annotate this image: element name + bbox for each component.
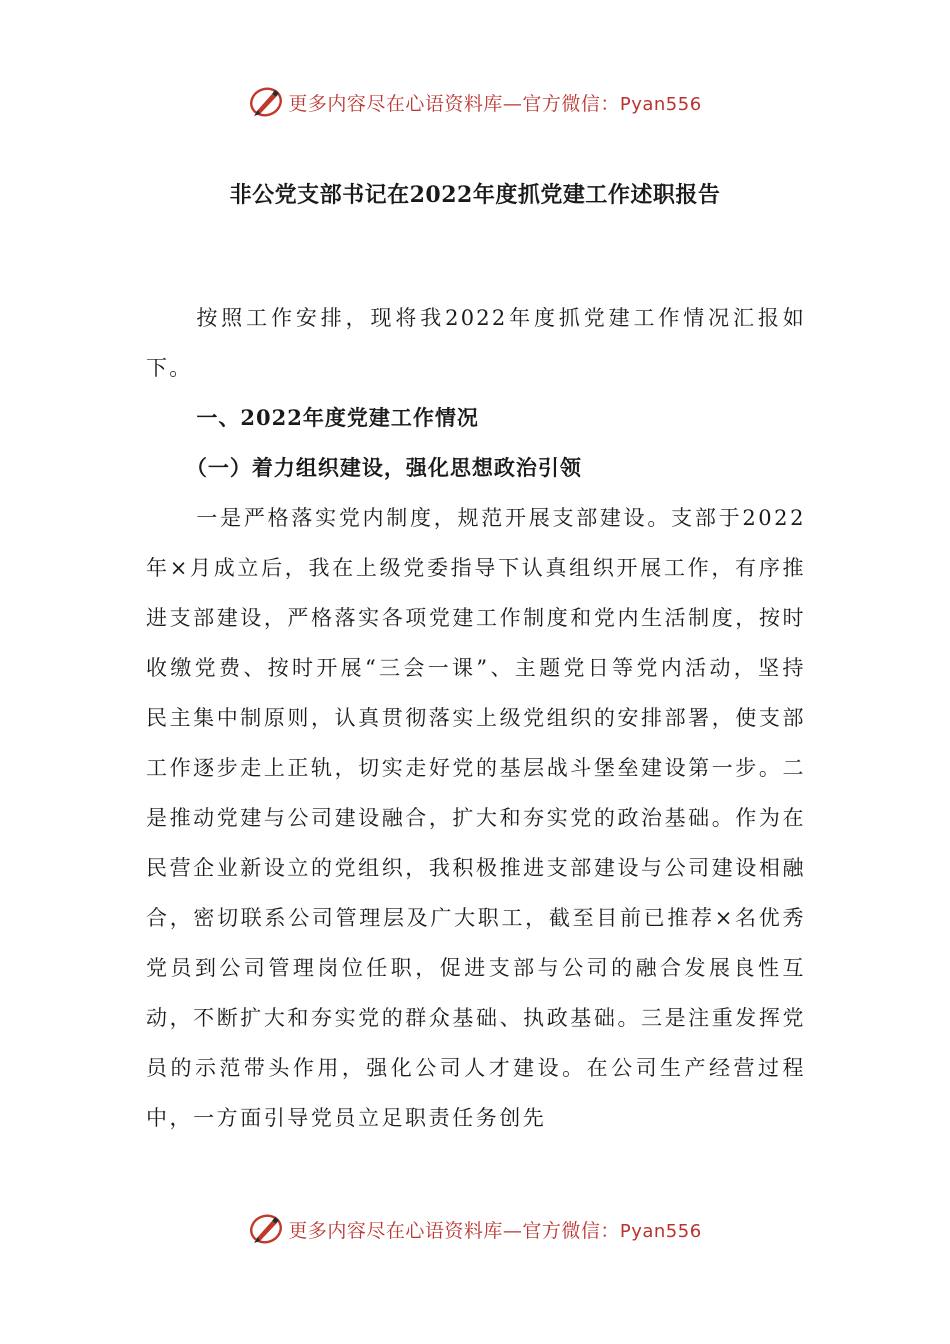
watermark-wechat-id: Pyan556: [619, 93, 702, 115]
watermark-text: 更多内容尽在心语资料库—官方微信：: [288, 92, 620, 115]
watermark-banner-top: [0, 82, 950, 122]
document-title: 非公党支部书记在2022年度抓党建工作述职报告: [229, 182, 721, 208]
subsection-heading: （一）着力组织建设，强化思想政治引领: [185, 455, 582, 480]
watermark-text: 更多内容尽在心语资料库—官方微信：: [288, 1219, 620, 1242]
pen-logo-icon: [248, 84, 284, 120]
document-body: [146, 293, 806, 1143]
body-paragraph: 一是严格落实党内制度，规范开展支部建设。支部于2022年×月成立后，我在上级党委指导下认真组织开展工作，有序推进支部建设，严格落实各项党建工作制度和党内生活制度，按时收缴党费、按时开展“三会一课”、主题党日等党内活动，坚持民主集中制原则，认真贯彻落实上级党组织的安排部署，使支部工作逐步走上正轨，切实走好党的基层战斗堡垒建设第一步。二是推动党建与公司建设融合，扩大和夯实党的政治基础。作为在民营企业新设立的党组织，我积极推进支部建设与公司建设相融合，密切联系公司管理层及广大职工，截至目前已推荐×名优秀党员到公司管理岗位任职，促进支部与公司的融合发展良性互动，不断扩大和夯实党的群众基础、执政基础。三是注重发挥党员的示范带头作用，强化公司人才建设。在公司生产经营过程中，一方面引导党员立足职责任务创先: [146, 506, 806, 1130]
watermark-banner-bottom: [0, 1209, 950, 1249]
pen-logo-icon: [248, 1211, 284, 1247]
intro-paragraph: 按照工作安排，现将我2022年度抓党建工作情况汇报如下。: [146, 306, 806, 380]
watermark-wechat-id: Pyan556: [619, 1220, 702, 1242]
section-heading: 一、2022年度党建工作情况: [196, 405, 479, 430]
